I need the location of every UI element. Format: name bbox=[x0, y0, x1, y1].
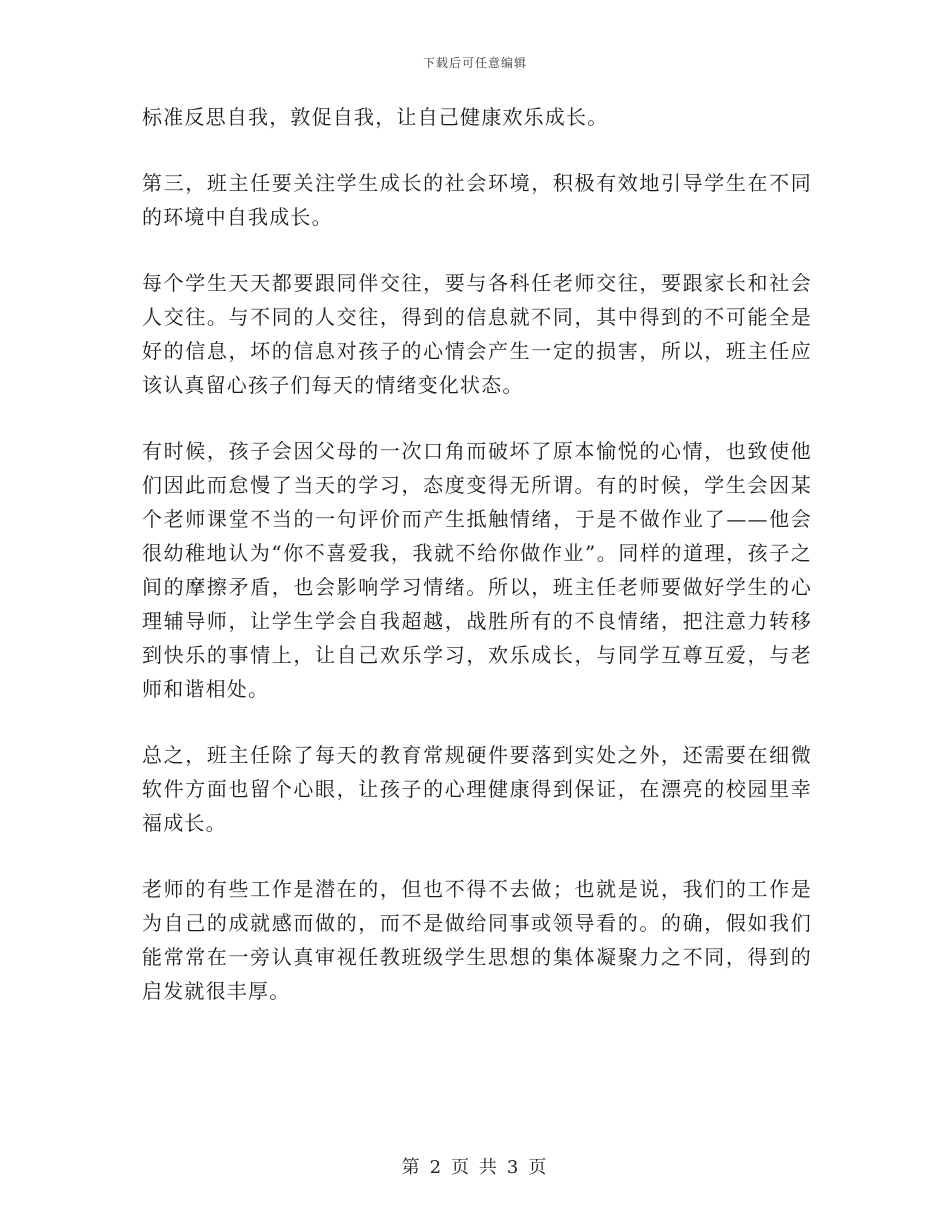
paragraph-5: 总之，班主任除了每天的教育常规硬件要落到实处之外，还需要在细微软件方面也留个心眼，让孩子的心理健康得到保证，在漂亮的校园里幸福成长。 bbox=[142, 743, 812, 835]
footer-total-pages: 3 bbox=[506, 1157, 521, 1178]
footer-prefix: 第 bbox=[401, 1157, 422, 1178]
footer-middle: 页 共 bbox=[451, 1157, 499, 1178]
footer-current-page: 2 bbox=[429, 1157, 444, 1178]
paragraph-3: 每个学生天天都要跟同伴交往，要与各科任老师交往，要跟家长和社会人交往。与不同的人交往，得到的信息就不同，其中得到的不可能全是好的信息，坏的信息对孩子的心情会产生一定的损害，所以，班主任应该认真留心孩子们每天的情绪变化状态。 bbox=[142, 271, 812, 397]
footer-suffix: 页 bbox=[528, 1157, 549, 1178]
paragraph-1: 标准反思自我，敦促自我，让自己健康欢乐成长。 bbox=[142, 105, 609, 129]
document-body bbox=[142, 100, 812, 1040]
paragraph-6: 老师的有些工作是潜在的，但也不得不去做；也就是说，我们的工作是为自己的成就感而做的，而不是做给同事或领导看的。的确，假如我们能常常在一旁认真审视任教班级学生思想的集体凝聚力之不同，得到的启发就很丰厚。 bbox=[142, 877, 812, 1003]
header-note: 下载后可任意编辑 bbox=[422, 56, 527, 70]
paragraph-4: 有时候，孩子会因父母的一次口角而破坏了原本愉悦的心情，也致使他们因此而怠慢了当天的学习，态度变得无所谓。有的时候，学生会因某个老师课堂不当的一句评价而产生抵触情绪，于是不做作业了——他会很幼稚地认为“你不喜爱我，我就不给你做作业”。同样的道理，孩子之间的摩擦矛盾，也会影响学习情绪。所以，班主任老师要做好学生的心理辅导师，让学生学会自我超越，战胜所有的不良情绪，把注意力转移到快乐的事情上，让自己欢乐学习，欢乐成长，与同学互尊互爱，与老师和谐相处。 bbox=[142, 439, 812, 701]
paragraph-2: 第三，班主任要关注学生成长的社会环境，积极有效地引导学生在不同的环境中自我成长。 bbox=[142, 171, 812, 229]
page-footer bbox=[0, 1153, 950, 1179]
